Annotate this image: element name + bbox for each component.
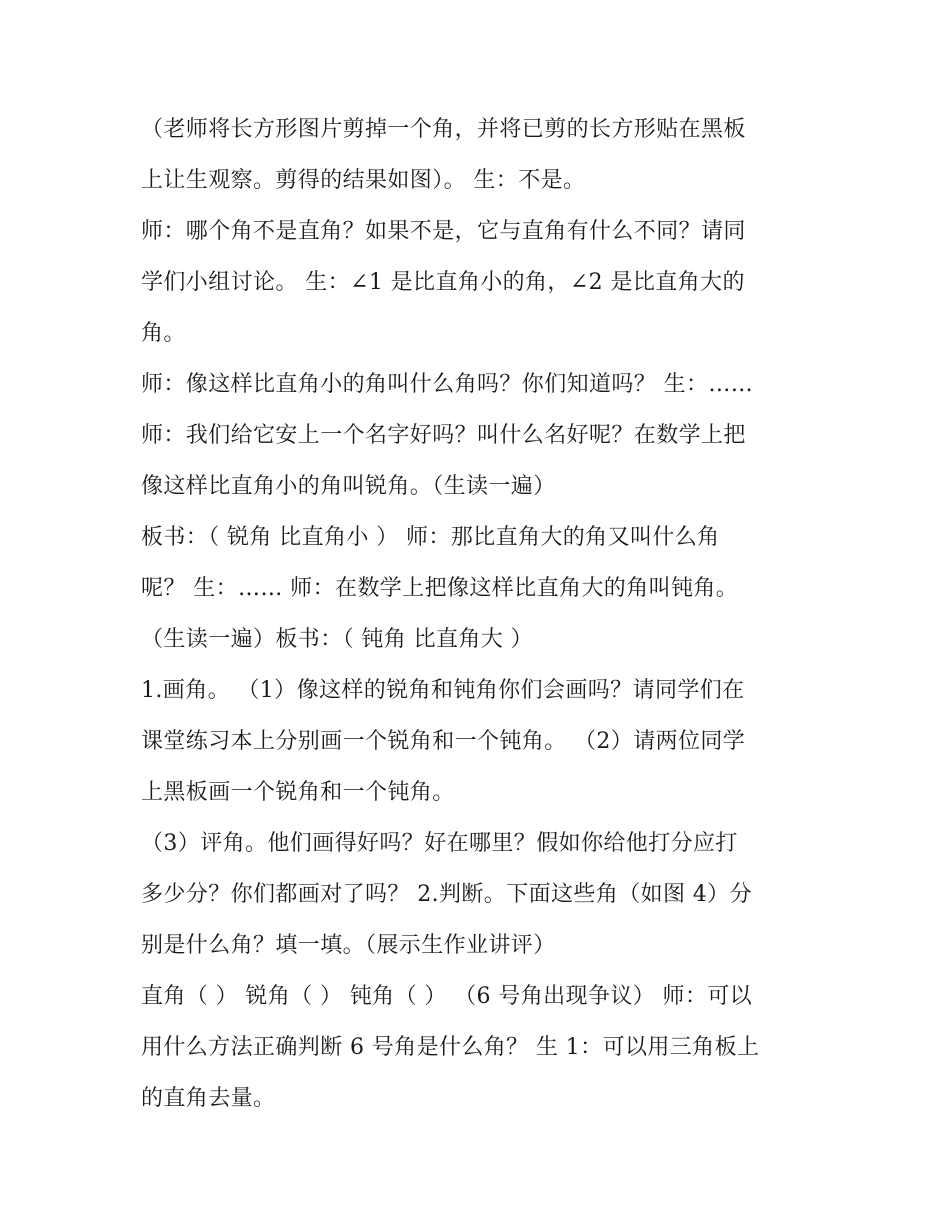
text-line: 板书：（ 锐角 比直角小 ） 师：那比直角大的角又叫什么角 <box>141 525 720 550</box>
document-body <box>141 104 821 1124</box>
text-line: （老师将长方形图片剪掉一个角，并将已剪的长方形贴在黑板 <box>141 117 746 142</box>
text-line: 像这样比直角小的角叫锐角。（生读一遍） <box>141 474 556 499</box>
text-line: （生读一遍）板书：（ 钝角 比直角大 ） <box>141 627 533 652</box>
text-line: 学们小组讨论。 生：∠1 是比直角小的角，∠2 是比直角大的 <box>141 270 745 295</box>
text-line: 师：像这样比直角小的角叫什么角吗？你们知道吗？ 生：…… <box>141 372 754 397</box>
text-line: 师：我们给它安上一个名字好吗？叫什么名好呢？在数学上把 <box>141 423 746 448</box>
text-line: 的直角去量。 <box>141 1086 276 1111</box>
text-line: 角。 <box>141 321 186 346</box>
text-line: 直角（ ） 锐角（ ） 钝角（ ） （6 号角出现争议） 师：可以 <box>141 984 753 1009</box>
text-line: 上让生观察。剪得的结果如图）。 生：不是。 <box>141 168 586 193</box>
text-line: 上黑板画一个锐角和一个钝角。 <box>141 780 455 805</box>
text-line: 1.画角。 （1）像这样的锐角和钝角你们会画吗？请同学们在 <box>141 678 745 703</box>
text-line: 别是什么角？填一填。（展示生作业讲评） <box>141 933 556 958</box>
text-line: 多少分？你们都画对了吗？ 2.判断。下面这些角（如图 4）分 <box>141 882 752 907</box>
text-line: 师：哪个角不是直角？如果不是，它与直角有什么不同？请同 <box>141 219 746 244</box>
text-line: 课堂练习本上分别画一个锐角和一个钝角。 （2）请两位同学 <box>141 729 746 754</box>
text-line: （3）评角。他们画得好吗？好在哪里？假如你给他打分应打 <box>141 831 738 856</box>
text-line: 呢？ 生：…… 师：在数学上把像这样比直角大的角叫钝角。 <box>141 576 739 601</box>
text-line: 用什么方法正确判断 6 号角是什么角？ 生 1：可以用三角板上 <box>141 1035 760 1060</box>
